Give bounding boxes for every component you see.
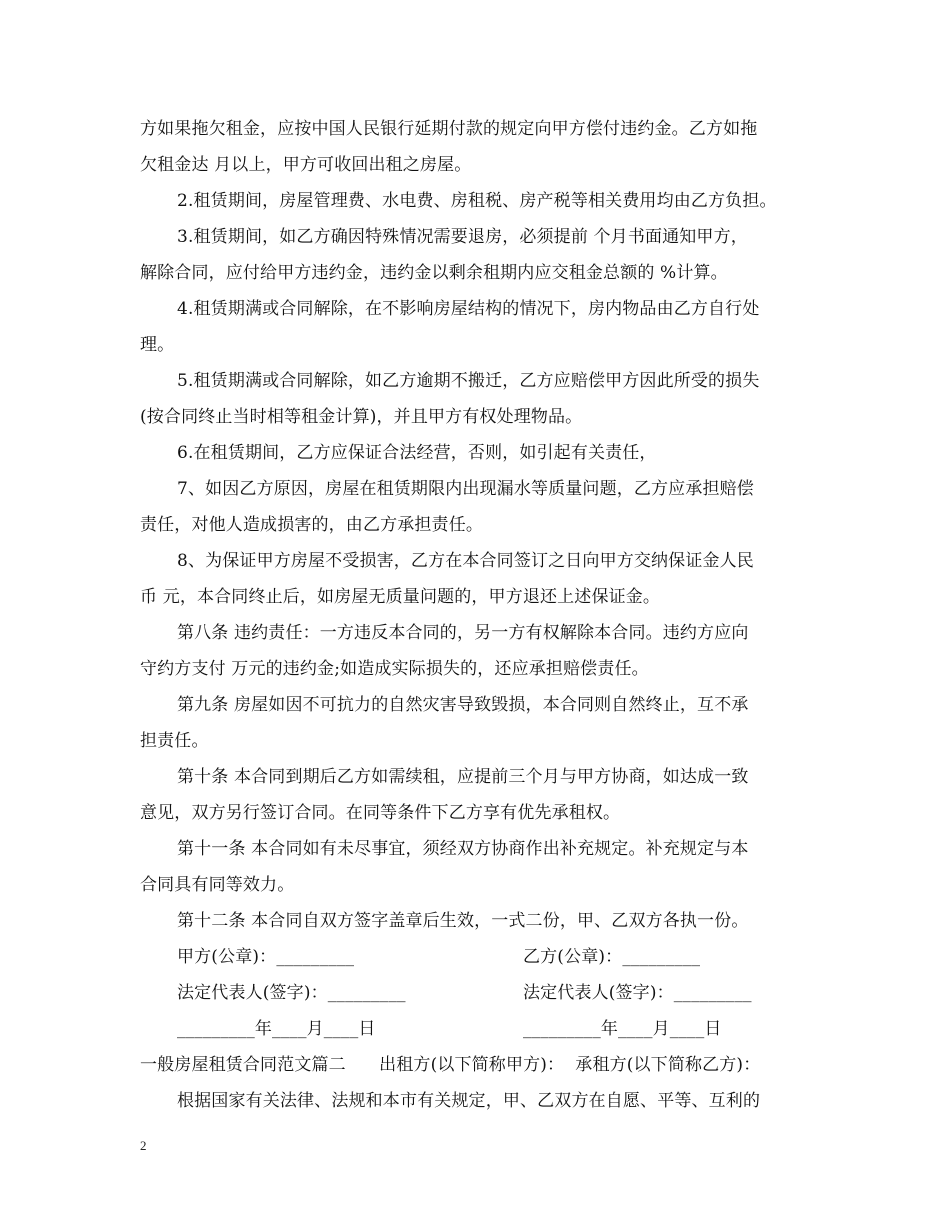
text-line: 5.租赁期满或合同解除，如乙方逾期不搬迁，乙方应赔偿甲方因此所受的损失 (177, 371, 760, 391)
text-line: 担责任。 (140, 731, 209, 751)
text-line: 8、为保证甲方房屋不受损害，乙方在本合同签订之日向甲方交纳保证金人民 (177, 551, 754, 571)
text-line: 第十二条 本合同自双方签字盖章后生效，一式二份，甲、乙双方各执一份。 (177, 911, 749, 931)
text-line: 解除合同，应付给甲方违约金，违约金以剩余租期内应交租金总额的 %计算。 (140, 263, 728, 283)
text-line: 方如果拖欠租金，应按中国人民银行延期付款的规定向甲方偿付违约金。乙方如拖 (140, 119, 758, 139)
text-line: (按合同终止当时相等租金计算)，并且甲方有权处理物品。 (140, 407, 583, 427)
text-line: 根据国家有关法律、法规和本市有关规定，甲、乙双方在自愿、平等、互利的 (177, 1091, 761, 1111)
party-a-representative-field: 法定代表人(签字)：_________ (177, 983, 406, 1003)
text-line: 欠租金达 月以上，甲方可收回出租之房屋。 (140, 155, 472, 175)
text-line: 第十条 本合同到期后乙方如需续租，应提前三个月与甲方协商，如达成一致 (177, 767, 749, 787)
text-line: 理。 (140, 335, 175, 355)
party-b-date-field: _________年____月____日 (523, 1019, 722, 1039)
next-section-heading: 一般房屋租赁合同范文篇二 出租方(以下简称甲方)： 承租方(以下简称乙方)： (140, 1055, 761, 1075)
text-line: 第九条 房屋如因不可抗力的自然灾害导致毁损，本合同则自然终止，互不承 (177, 695, 749, 715)
text-line: 意见，双方另行签订合同。在同等条件下乙方享有优先承租权。 (140, 803, 621, 823)
text-line: 守约方支付 万元的违约金;如造成实际损失的，还应承担赔偿责任。 (140, 659, 649, 679)
party-a-date-field: _________年____月____日 (177, 1019, 376, 1039)
party-b-seal-field: 乙方(公章)：_________ (523, 947, 701, 967)
text-line: 6.在租赁期间，乙方应保证合法经营，否则，如引起有关责任， (177, 443, 657, 463)
text-line: 7、如因乙方原因，房屋在租赁期限内出现漏水等质量问题，乙方应承担赔偿 (177, 479, 754, 499)
text-line: 合同具有同等效力。 (140, 875, 295, 895)
page-number: 2 (140, 1138, 147, 1153)
text-line: 4.租赁期满或合同解除，在不影响房屋结构的情况下，房内物品由乙方自行处 (177, 299, 760, 319)
text-line: 2.租赁期间，房屋管理费、水电费、房租税、房产税等相关费用均由乙方负担。 (177, 191, 777, 211)
text-line: 第十一条 本合同如有未尽事宜，须经双方协商作出补充规定。补充规定与本 (177, 839, 749, 859)
text-line: 3.租赁期间，如乙方确因特殊情况需要退房，必须提前 个月书面通知甲方， (177, 227, 748, 247)
text-line: 第八条 违约责任：一方违反本合同的，另一方有权解除本合同。违约方应向 (177, 623, 749, 643)
party-a-seal-field: 甲方(公章)：_________ (177, 947, 355, 967)
text-line: 责任，对他人造成损害的，由乙方承担责任。 (140, 515, 483, 535)
party-b-representative-field: 法定代表人(签字)：_________ (523, 983, 752, 1003)
text-line: 币 元，本合同终止后，如房屋无质量问题的，甲方退还上述保证金。 (140, 587, 661, 607)
